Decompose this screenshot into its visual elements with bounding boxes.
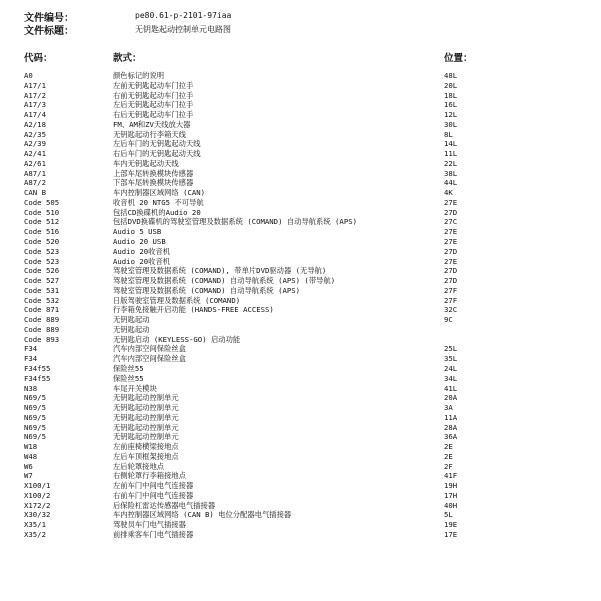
table-row [0,305,601,315]
row-code: W6 [24,461,33,471]
table-row [0,384,601,394]
table-row [0,100,601,110]
row-description: 车尾开关模块 [113,383,157,393]
row-description: 行李箱免接触开启功能 (HANDS-FREE ACCESS) [113,305,274,315]
row-description: Audio 20 USB [113,237,166,247]
row-code: Code 520 [24,237,60,247]
row-location: 27D [444,246,458,256]
table-row [0,423,601,433]
row-description: 左后车门的无钥匙起动天线 [113,139,201,149]
table-row [0,71,601,81]
table-row [0,335,601,345]
row-location: 20L [444,80,458,90]
table-row [0,501,601,511]
row-code: N69/5 [24,393,46,403]
row-code: A87/2 [24,178,46,188]
row-location: 20A [444,393,458,403]
row-location: 27D [444,276,458,286]
row-location: 2E [444,451,453,461]
table-row [0,530,601,540]
row-description: 左前座椅横梁接地点 [113,442,179,452]
row-description: FM、AM和ZV天线放大器 [113,119,191,129]
row-location: 36A [444,432,458,442]
row-location: 25L [444,344,458,354]
row-code: Code 512 [24,217,60,227]
row-location: 48L [444,71,458,80]
row-code: Code 532 [24,295,60,305]
row-description: 无钥匙起动控制单元 [113,412,179,422]
row-location: 5L [444,510,453,520]
table-row [0,208,601,218]
row-code: N69/5 [24,432,46,442]
row-description: 无钥匙起动行李箱天线 [113,129,186,139]
table-row [0,471,601,481]
table-row [0,217,601,227]
row-description: 车内控制器区域网络 (CAN B) 电位分配器电气插接器 [113,510,292,520]
table-row [0,442,601,452]
row-code: A2/41 [24,149,46,159]
row-location: 27E [444,197,458,207]
row-code: A2/18 [24,119,46,129]
row-location: 30L [444,119,458,129]
row-description: 驾驶室管理及数据系统 (COMAND), 带单片DVD驱动器 (无导航) [113,266,327,276]
row-description: 车内无钥匙起动天线 [113,158,179,168]
doc-number-label: 文件编号： [24,13,74,24]
row-code: Code 505 [24,197,60,207]
row-code: X100/2 [24,490,51,500]
row-code: F34 [24,354,38,364]
row-location: 27F [444,295,458,305]
row-location: 14L [444,139,458,149]
row-code: X100/1 [24,481,51,491]
table-row [0,257,601,267]
row-location: 44L [444,178,458,188]
table-row [0,266,601,276]
table-row [0,286,601,296]
doc-title-value: 无钥匙起动控制单元电路图 [135,25,231,34]
row-description: 左后轮罩接地点 [113,461,165,471]
row-description: 驾驶员车门电气插接器 [113,520,186,530]
table-row [0,296,601,306]
row-code: A17/2 [24,90,46,100]
row-location: 11A [444,412,458,422]
row-code: F34 [24,344,38,354]
row-code: Code 893 [24,334,60,344]
row-code: Code 871 [24,305,60,315]
table-row [0,169,601,179]
row-location: 9C [444,315,453,325]
row-description: 日版驾驶室管理及数据系统 (COMAND) [113,295,241,305]
row-description: 左后无钥匙起动车门拉手 [113,100,194,110]
row-description: 驾驶室管理及数据系统 (COMAND) 自动导航系统 (APS) (带导航) [113,276,336,286]
table-row [0,237,601,247]
row-code: Code 526 [24,266,60,276]
table-row [0,354,601,364]
row-code: A17/1 [24,80,46,90]
row-description: 车内控制器区域网络 (CAN) [113,188,206,198]
table-row [0,188,601,198]
table-row [0,481,601,491]
row-location: 27E [444,256,458,266]
row-location: 22L [444,158,458,168]
row-location: 19E [444,520,458,530]
row-location: 27E [444,237,458,247]
row-code: N38 [24,383,38,393]
table-row [0,403,601,413]
row-description: Audio 5 USB [113,227,162,237]
row-location: 27E [444,227,458,237]
row-location: 12L [444,110,458,120]
row-location: 41F [444,471,458,481]
row-location: 19H [444,481,458,491]
table-row [0,432,601,442]
row-description: 无钥匙起动控制单元 [113,432,179,442]
table-row [0,139,601,149]
table-row [0,413,601,423]
row-code: CAN B [24,188,46,198]
table-row [0,510,601,520]
table-row [0,520,601,530]
doc-title-label: 文件标题： [24,26,74,37]
row-description: 上部车尾转换模块传感器 [113,168,194,178]
row-location: 24L [444,363,458,373]
row-code: N69/5 [24,403,46,413]
row-description: 前排乘客车门电气插接器 [113,529,194,539]
table-row [0,374,601,384]
row-description: 无钥匙起动控制单元 [113,403,179,413]
row-description: 左前无钥匙起动车门拉手 [113,80,194,90]
table-row [0,110,601,120]
table-row [0,81,601,91]
row-location: 41L [444,383,458,393]
row-description: 驾驶室管理及数据系统 (COMAND) 自动导航系统 (APS) [113,285,301,295]
row-code: X30/32 [24,510,51,520]
row-description: 右前车门中间电气连接器 [113,490,194,500]
component-list [0,71,601,540]
row-description: 左后车顶框架接地点 [113,451,179,461]
row-code: Code 889 [24,324,60,334]
row-location: 27D [444,266,458,276]
row-code: Code 531 [24,285,60,295]
row-code: F34f55 [24,373,51,383]
row-description: 右侧轮罩行李箱接地点 [113,471,186,481]
table-row [0,276,601,286]
row-description: 无钥匙起动控制单元 [113,393,179,403]
row-location: 2E [444,442,453,452]
doc-number-value: pe80.61-p-2101-97iaa [135,11,232,20]
row-code: W7 [24,471,33,481]
column-header-location: 位置： [444,53,473,64]
row-description: 右前无钥匙起动车门拉手 [113,90,194,100]
table-row [0,159,601,169]
row-location: 4K [444,188,453,198]
row-code: F34f55 [24,363,51,373]
row-description: 下部车尾转换模块传感器 [113,178,194,188]
row-description: 无钥匙启动 (KEYLESS-GO) 启动功能 [113,334,241,344]
row-location: 27C [444,217,458,227]
row-description: 包括CD换碟机的Audio 20 [113,207,201,217]
row-code: Code 523 [24,246,60,256]
row-code: A2/39 [24,139,46,149]
column-header-code: 代码： [24,53,53,64]
row-description: 收音机 20 NTG5 不可导航 [113,197,204,207]
row-description: Audio 20收音机 [113,256,171,266]
row-description: 保险丝55 [113,363,144,373]
row-description: 汽车内部空间保险丝盒 [113,344,186,354]
row-location: 3A [444,403,453,413]
row-description: 后保险杠雷达传感器电气插接器 [113,500,216,510]
table-row [0,325,601,335]
row-location: 32C [444,305,458,315]
table-row [0,364,601,374]
row-code: X172/2 [24,500,51,510]
row-location: 38L [444,168,458,178]
row-location: 28A [444,422,458,432]
row-code: A87/1 [24,168,46,178]
row-code: Code 523 [24,256,60,266]
row-location: 8L [444,129,453,139]
row-code: A0 [24,71,33,80]
row-location: 18L [444,90,458,100]
row-location: 2F [444,461,453,471]
column-header-description: 款式： [113,53,142,64]
table-row [0,452,601,462]
row-code: A17/4 [24,110,46,120]
row-description: 保险丝55 [113,373,144,383]
row-location: 17E [444,529,458,539]
row-code: Code 527 [24,276,60,286]
row-description: 左前车门中间电气连接器 [113,481,194,491]
row-location: 27F [444,285,458,295]
row-location: 16L [444,100,458,110]
row-location: 11L [444,149,458,159]
row-code: W18 [24,442,38,452]
row-description: 无钥匙起动控制单元 [113,422,179,432]
table-row [0,178,601,188]
row-code: A2/35 [24,129,46,139]
row-description: 包括DVD换碟机的驾驶室管理及数据系统 (COMAND) 自动导航系统 (APS) [113,217,357,227]
table-row [0,198,601,208]
row-description: 无钥匙起动 [113,324,150,334]
table-row [0,491,601,501]
row-code: N69/5 [24,412,46,422]
table-row [0,344,601,354]
row-description: 颜色标记的说明 [113,71,165,80]
row-code: A2/61 [24,158,46,168]
row-code: X35/2 [24,529,46,539]
table-row [0,393,601,403]
table-row [0,315,601,325]
row-location: 17H [444,490,458,500]
table-row [0,247,601,257]
table-row [0,91,601,101]
row-code: A17/3 [24,100,46,110]
table-row [0,227,601,237]
table-row [0,130,601,140]
row-description: 右后车门的无钥匙起动天线 [113,149,201,159]
row-description: 右后无钥匙起动车门拉手 [113,110,194,120]
table-row [0,462,601,472]
row-code: W48 [24,451,38,461]
row-code: Code 510 [24,207,60,217]
row-location: 34L [444,373,458,383]
row-description: 无钥匙起动 [113,315,150,325]
row-location: 35L [444,354,458,364]
table-row [0,149,601,159]
row-location: 27D [444,207,458,217]
row-description: 汽车内部空间保险丝盒 [113,354,186,364]
row-code: Code 516 [24,227,60,237]
row-description: Audio 20收音机 [113,246,171,256]
row-code: X35/1 [24,520,46,530]
row-code: N69/5 [24,422,46,432]
table-row [0,120,601,130]
row-location: 40H [444,500,458,510]
row-code: Code 889 [24,315,60,325]
